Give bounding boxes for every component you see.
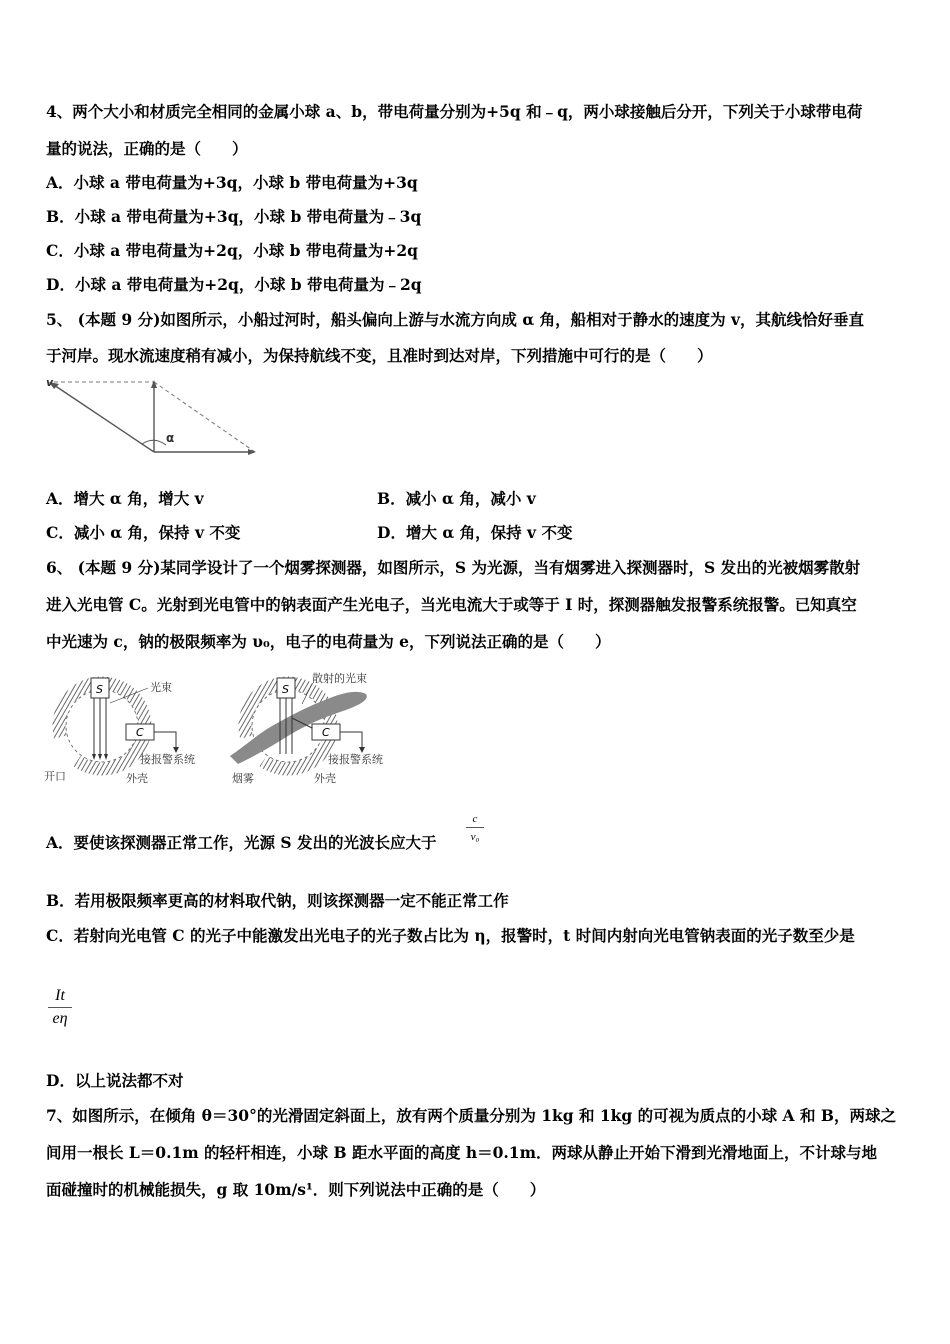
q6-option-a-fraction	[466, 812, 484, 845]
q6-option-c-fraction	[48, 986, 72, 1029]
q6-option-c: C．若射向光电管 C 的光子中能激发出光电子的光子数占比为 η，报警时，t 时间内射向光电管钠表面的光子数至少是	[46, 926, 855, 945]
q4-option-a: A．小球 a 带电荷量为+3q，小球 b 带电荷量为+3q	[46, 173, 418, 192]
q6-stem-line2: 进入光电管 C。光射到光电管中的钠表面产生光电子，当光电流大于或等于 I 时，探测器触发报警系统报警。已知真空	[46, 595, 857, 614]
alpha-label: α	[166, 431, 175, 445]
q6-option-a: A．要使该探测器正常工作，光源 S 发出的光波长应大于	[46, 833, 437, 852]
q5-option-a: A．增大 α 角，增大 v	[46, 489, 204, 508]
right-shell-label: 外壳	[314, 772, 336, 785]
left-c-label: C	[136, 726, 144, 739]
right-s-label: S	[282, 683, 289, 696]
q7-stem-line2: 间用一根长 L＝0.1m 的轻杆相连，小球 B 距水平面的高度 h＝0.1m．两球从静止开始下滑到光滑地面上，不计球与地	[46, 1143, 877, 1162]
q5-boat-velocity-figure	[42, 372, 272, 462]
q5-stem-line1: 5、 (本题 9 分)如图所示，小船过河时，船头偏向上游与水流方向成 α 角，船相对于静水的速度为 v，其航线恰好垂直	[46, 310, 865, 329]
frac-c-denominator: eη	[52, 1010, 68, 1027]
v-label: v	[46, 376, 54, 389]
left-s-label: S	[96, 683, 103, 696]
frac-a-numerator: c	[472, 813, 478, 825]
right-c-label: C	[322, 726, 330, 739]
q5-option-d: D．增大 α 角，保持 v 不变	[377, 523, 573, 542]
left-beam-head-1	[92, 754, 96, 760]
q6-option-b: B．若用极限频率更高的材料取代钠，则该探测器一定不能正常工作	[46, 891, 509, 910]
left-alarm-label: 接报警系统	[140, 753, 195, 766]
q4-option-c: C．小球 a 带电荷量为+2q，小球 b 带电荷量为+2q	[46, 241, 419, 260]
q6-option-d: D．以上说法都不对	[46, 1071, 184, 1090]
detector-with-smoke	[230, 671, 383, 785]
right-beam-label: 散射的光束	[312, 672, 367, 685]
left-beam-label: 光束	[150, 681, 172, 694]
left-alarm-wire	[154, 732, 176, 748]
q7-stem-line3: 面碰撞时的机械能损失，g 取 10m/s¹．则下列说法中正确的是（ ）	[46, 1180, 546, 1199]
detector-normal	[44, 673, 195, 785]
q4-option-d: D．小球 a 带电荷量为+2q，小球 b 带电荷量为﹣2q	[46, 275, 422, 294]
left-shell-label: 外壳	[126, 772, 148, 785]
left-opening-label: 开口	[44, 770, 66, 783]
smoke-label: 烟雾	[232, 772, 254, 785]
q5-stem-line2: 于河岸。现水流速度稍有减小，为保持航线不变，且准时到达对岸，下列措施中可行的是（ ）	[46, 346, 713, 365]
left-beam-head-2	[98, 754, 102, 760]
q4-option-b: B．小球 a 带电荷量为+3q，小球 b 带电荷量为﹣3q	[46, 207, 422, 226]
boat-velocity-arrow	[51, 383, 154, 452]
q4-stem-line2: 量的说法，正确的是（ ）	[46, 139, 248, 158]
q6-smoke-detector-figure	[40, 668, 390, 793]
right-alarm-wire	[340, 732, 362, 748]
right-alarm-label: 接报警系统	[328, 753, 383, 766]
left-beam-head-3	[104, 754, 108, 760]
q4-stem-line1: 4、两个大小和材质完全相同的金属小球 a、b，带电荷量分别为+5q 和﹣q，两小球接触后分开，下列关于小球带电荷	[46, 102, 863, 121]
frac-a-denominator: v₀	[470, 831, 480, 843]
q5-option-b: B．减小 α 角，减小 v	[377, 489, 536, 508]
q6-stem-line3: 中光速为 c，钠的极限频率为 υ₀，电子的电荷量为 e，下列说法正确的是（ ）	[46, 632, 611, 651]
frac-c-bar	[48, 1007, 72, 1008]
q6-stem-line1: 6、 (本题 9 分)某同学设计了一个烟雾探测器，如图所示，S 为光源，当有烟雾进入探测器时，S 发出的光被烟雾散射	[46, 558, 861, 577]
frac-a-bar	[466, 827, 484, 828]
q7-stem-line1: 7、如图所示，在倾角 θ＝30°的光滑固定斜面上，放有两个质量分别为 1kg 和 1kg 的可视为质点的小球 A 和 B，两球之	[46, 1106, 896, 1125]
frac-c-numerator: It	[55, 987, 65, 1004]
q5-option-c: C．减小 α 角，保持 v 不变	[46, 523, 241, 542]
